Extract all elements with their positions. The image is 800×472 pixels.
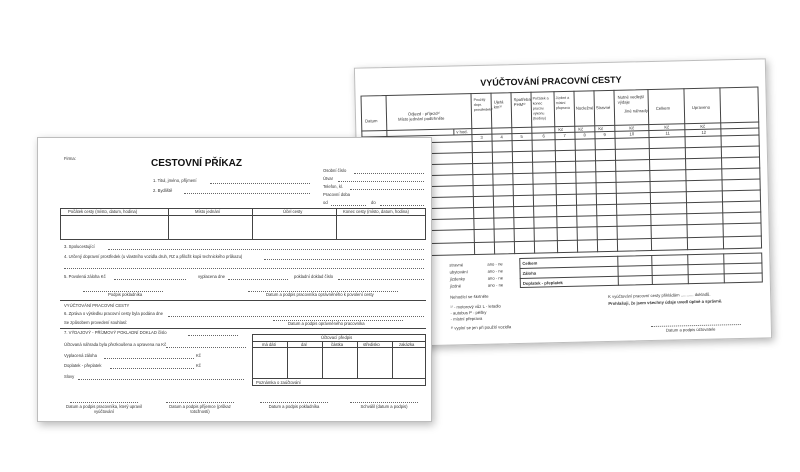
- ano-ne-1: ano - ne: [487, 261, 503, 267]
- acc-col-castka: částka: [331, 342, 344, 347]
- note-vozidla: ³⁾ vyplní se jen při použití vozidla: [450, 324, 512, 331]
- label-slovy: Slovy: [64, 374, 75, 379]
- summary-celkem: Celkem: [522, 260, 538, 266]
- summary-zaloha: Záloha: [522, 270, 537, 276]
- summary-doplatek: Doplatek - přeplatek: [522, 280, 563, 286]
- kc-doplatek: Kč: [196, 363, 201, 368]
- col-odjezd: Odjezd - příjezd¹⁾: [407, 110, 440, 117]
- col-v-hod: v hod.: [456, 129, 468, 135]
- acc-col-ma-dati: má dáti: [262, 342, 276, 347]
- ano-ne-3: ano - ne: [487, 275, 504, 281]
- col-spotreba: Spotřeba PHM³⁾: [513, 96, 531, 108]
- col-num-7: 7: [563, 132, 566, 138]
- label-urceny: 4. Určený dopravní prostředek (u vlastního vozidla druh, RZ a přiložit kopii technického průkazu): [64, 254, 243, 259]
- note-ubytovani: ubytování: [449, 269, 468, 275]
- col-nutne: Nutné vedlejší výdaje: [617, 94, 645, 105]
- label-zprava: 6. Zpráva o výsledku pracovní cesty byla podána dne: [64, 311, 163, 316]
- col-jizdne: Jízdné a místní přeprava: [555, 95, 571, 111]
- col-ujeta: Ujetá km³⁾: [493, 99, 504, 110]
- acc-col-stredisko: středisko: [363, 342, 380, 347]
- sign-pokladnik-2: Datum a podpis pokladníka: [268, 404, 320, 409]
- kc-4: Kč: [629, 125, 635, 131]
- section-vyuctovani: VYÚČTOVÁNÍ PRACOVNÍ CESTY: [64, 303, 130, 308]
- label-spolucestujici: 3. Spolucestující: [64, 244, 95, 249]
- kc-5: Kč: [664, 124, 670, 130]
- col-num-8: 8: [583, 132, 586, 138]
- note-jizdenky: jízdenky: [449, 276, 466, 282]
- label-vyplacena-zaloha: Vyplacená záloha: [64, 353, 97, 358]
- col-num-9: 9: [603, 132, 606, 138]
- col-num-4: 4: [500, 134, 503, 140]
- kc-2: Kč: [578, 126, 584, 132]
- col-pocatek: Počátek a konec pracov. výkonu (hodiny): [532, 96, 549, 121]
- label-pracovni: Pracovní doba: [323, 192, 351, 197]
- col-stravne: Stravné: [595, 104, 611, 111]
- kc-1: Kč: [558, 126, 564, 133]
- label-povolena: 5. Povolená záloha Kč: [64, 274, 106, 279]
- label-pokladni: pokladní doklad číslo: [294, 274, 334, 279]
- prohlasuji: Prohlašuji, že jsem všechny údaje uvedl úplně a správně.: [608, 298, 723, 306]
- col-datum: Datum: [365, 118, 378, 124]
- label-bydliste: 2. Bydliště: [153, 188, 173, 193]
- sign-opravneny-2: Datum a podpis oprávněného pracovníka: [288, 321, 365, 326]
- label-utvar: Útvar: [323, 176, 334, 181]
- col-celkem: Celkem: [655, 105, 671, 111]
- sign-upravil: Datum a podpis pracovníka, který upravil vyúčtování: [66, 404, 142, 414]
- trip-col-misto: Místo jednání: [195, 209, 221, 214]
- sign-prijemce: Datum a podpis příjemce (průkaz totožnosti): [169, 404, 231, 414]
- label-poznamka: Poznámka o zaúčtování: [256, 380, 301, 385]
- ano-ne-2: ano - ne: [487, 268, 503, 274]
- col-num-5: 5: [520, 133, 523, 139]
- travel-order-sheet: [37, 137, 432, 422]
- col-num-12: 12: [701, 129, 707, 135]
- signature-ucetovatel: Datum a podpis účtovatele: [665, 326, 716, 333]
- kc-zaloha: Kč: [196, 353, 201, 358]
- ano-ne-4: ano - ne: [487, 282, 504, 288]
- note-skrtnete: Nehodící se škrtněte: [450, 293, 489, 300]
- col-num-11: 11: [665, 130, 670, 136]
- label-vydajovy: 7. VÝDAJOVÝ - PŘÍJMOVÝ POKLADNÍ DOKLAD číslo: [64, 330, 167, 335]
- note-legend-2: - autobus P - pěšky: [450, 309, 487, 316]
- col-jina: Jiné náhrady: [623, 108, 648, 114]
- trip-col-konec: Konec cesty (místo, datum, hodina): [343, 209, 409, 214]
- label-doplatek: Doplatek - přeplatek: [64, 363, 102, 368]
- label-od: od: [323, 200, 328, 205]
- settlement-title: VYÚČTOVÁNÍ PRACOVNÍ CESTY: [480, 74, 622, 88]
- kc-3: Kč: [598, 126, 604, 132]
- col-noclezne: Nocležné: [575, 105, 594, 111]
- note-legend-1: ¹⁾ - motorový vůz L - letadlo: [450, 303, 501, 310]
- acc-col-dal: dal: [301, 342, 307, 347]
- sign-opravneny: Datum a podpis pracovníka oprávněného k povolení cesty: [266, 292, 374, 297]
- col-upraveno: Upraveno: [691, 104, 711, 111]
- label-titul: 1. Titul, jméno, příjmení: [153, 178, 197, 183]
- label-do: do: [371, 200, 376, 205]
- sign-schvalil: Schválil (datum a podpis): [360, 404, 408, 409]
- label-uctovaci: Účtovací předpis: [321, 335, 353, 340]
- firma-label: Firma:: [64, 156, 76, 161]
- col-pouzity: Použitý dopr. prostředek²⁾: [473, 97, 493, 112]
- label-vyplacena: vyplacena dne: [198, 274, 226, 279]
- trip-col-ucel: Účel cesty: [283, 209, 303, 214]
- label-telefon: Telefon, kl.: [323, 184, 344, 189]
- trip-col-pocatek: Počátek cesty (místo, datum, hodina): [68, 209, 138, 214]
- col-num-3: 3: [480, 134, 483, 140]
- declaration: K vyúčtování pracovní cesty přikládám ........... dokladů.: [608, 291, 711, 299]
- acc-col-zakazka: zakázka: [399, 342, 415, 347]
- note-legend-3: - místní přeprava: [450, 315, 483, 322]
- col-num-6: 6: [542, 133, 545, 139]
- note-jizdne: jízdné: [449, 283, 462, 289]
- col-misto: Místo jednání podtrhněte: [398, 115, 445, 122]
- label-zpusob: Se způsobem provedení souhlasí:: [64, 320, 128, 325]
- label-osobni: Osobní číslo: [323, 168, 347, 173]
- kc-6: Kč: [700, 123, 706, 129]
- note-stravne: stravné: [449, 262, 464, 268]
- label-uctovana: Účtovaná náhrada byla přezkoušena a upravena na Kč: [64, 342, 167, 347]
- order-title: CESTOVNÍ PŘÍKAZ: [151, 158, 242, 169]
- sign-pokladnik: Podpis pokladníka: [108, 292, 143, 297]
- col-num-10: 10: [629, 131, 635, 137]
